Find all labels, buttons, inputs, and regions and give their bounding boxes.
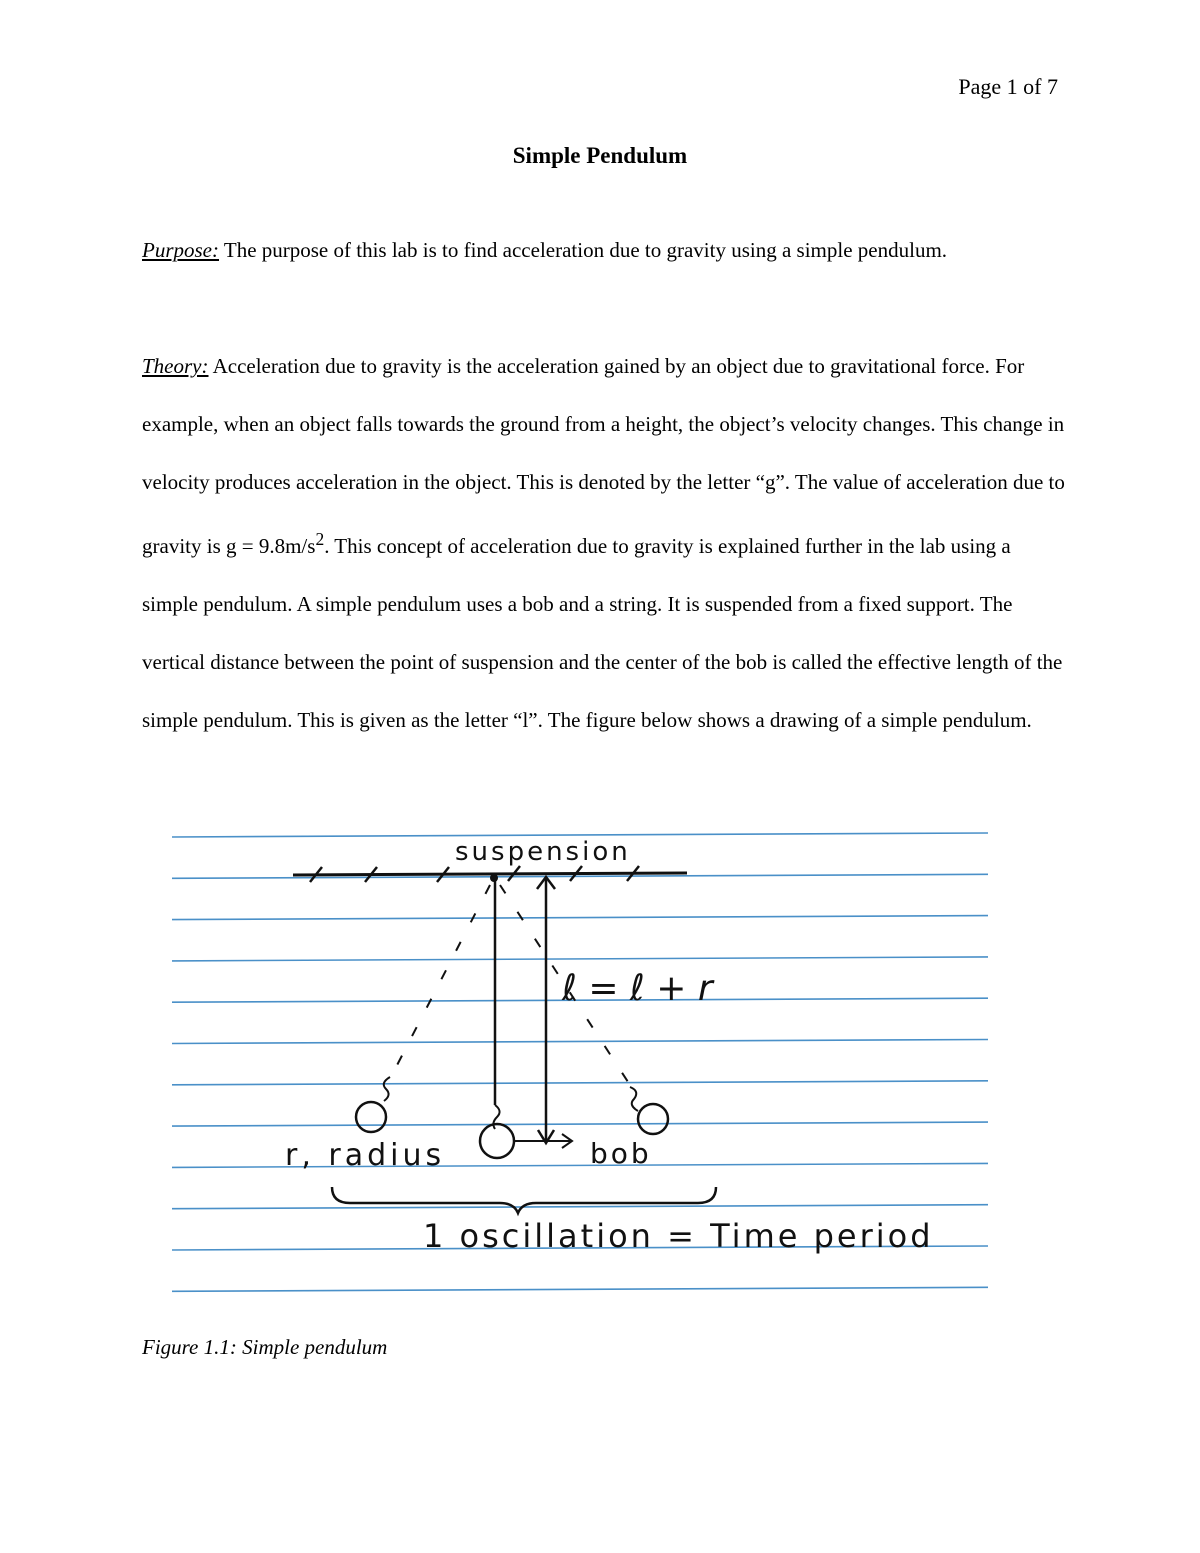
right-bob-hook xyxy=(630,1087,638,1111)
theory-paragraph xyxy=(142,338,1067,750)
purpose-paragraph xyxy=(142,222,1067,280)
oscillation-label: 1 oscillation = Time period xyxy=(423,1217,934,1255)
bob-label: bob xyxy=(590,1137,652,1170)
right-bob xyxy=(638,1104,668,1134)
theory-text-after: . This concept of acceleration due to gravity is explained further in the lab using a simple pendulum. A simple pendulum uses a bob and a string. It is suspended from a fixed support. The vertical distance between the point of suspension and the center of the bob is called the effective length of the simple pendulum. This is given as the letter “l”. The figure below shows a drawing of a simple pendulum. xyxy=(142,534,1063,732)
ceiling-line xyxy=(293,873,687,875)
theory-text-before: Acceleration due to gravity is the acceleration gained by an object due to gravitational force. For example, when an object falls towards the ground from a height, the object’s velocity changes. This change in velocity produces acceleration in the object. This is denoted by the letter “g”. The value of acceleration due to gravity is g = 9.8m/s xyxy=(142,354,1065,559)
document-title: Simple Pendulum xyxy=(512,143,688,168)
ruled-line xyxy=(172,1122,988,1126)
theory-label: Theory: xyxy=(142,354,209,378)
ruled-line xyxy=(172,957,988,961)
suspension-label: suspension xyxy=(455,837,631,867)
ruled-line xyxy=(172,916,988,920)
ruled-line xyxy=(172,1205,988,1209)
purpose-label: Purpose: xyxy=(142,238,219,262)
page-number: Page 1 of 7 xyxy=(958,74,1058,99)
pendulum-figure xyxy=(160,815,1000,1300)
radius-label: r, radius xyxy=(285,1138,446,1173)
purpose-text: The purpose of this lab is to find acceleration due to gravity using a simple pendulum. xyxy=(219,238,948,262)
ruled-line xyxy=(172,1287,988,1291)
figure-caption: Figure 1.1: Simple pendulum xyxy=(142,1335,388,1359)
ruled-line xyxy=(172,1081,988,1085)
left-bob-hook xyxy=(384,1077,390,1101)
length-formula-label: ℓ = ℓ + r xyxy=(562,968,713,1009)
left-bob xyxy=(356,1102,386,1132)
oscillation-brace xyxy=(332,1187,716,1213)
theory-superscript: 2 xyxy=(315,529,325,550)
ruled-line xyxy=(172,1040,988,1044)
left-swing-string xyxy=(393,885,490,1073)
central-bob xyxy=(480,1124,514,1158)
